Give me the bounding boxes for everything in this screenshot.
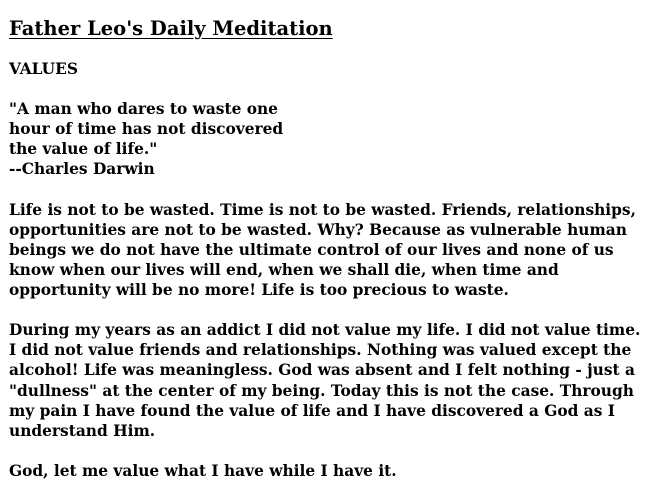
quote-line: the value of life." (9, 140, 158, 159)
section-heading: VALUES (9, 60, 78, 78)
quote-attribution: --Charles Darwin (9, 160, 155, 179)
paragraph-line: Life is not to be wasted. Time is not to be wasted. Friends, relationships, (9, 200, 636, 219)
paragraph-line: I did not value friends and relationships. Nothing was valued except the (9, 341, 632, 360)
body-paragraph-1 (9, 200, 653, 300)
closing-prayer: God, let me value what I have while I have it. (9, 461, 397, 480)
paragraph-line: beings we do not have the ultimate control of our lives and none of us (9, 240, 614, 259)
body-paragraph-2 (9, 320, 653, 441)
quote-line: hour of time has not discovered (9, 120, 284, 139)
paragraph-line: During my years as an addict I did not value my life. I did not value time. (9, 321, 641, 340)
paragraph-line: alcohol! Life was meaningless. God was absent and I felt nothing - just a (9, 361, 635, 380)
paragraph-line: know when our lives will end, when we shall die, when time and (9, 260, 559, 279)
paragraph-line: opportunities are not to be wasted. Why? Because as vulnerable human (9, 220, 627, 239)
paragraph-line: understand Him. (9, 421, 156, 440)
quote-line: "A man who dares to waste one (9, 100, 278, 119)
paragraph-line: opportunity will be no more! Life is too precious to waste. (9, 281, 509, 300)
page-title: Father Leo's Daily Meditation (9, 17, 333, 40)
paragraph-line: my pain I have found the value of life and I have discovered a God as I (9, 401, 615, 420)
quote-block (9, 99, 653, 179)
paragraph-line: "dullness" at the center of my being. Today this is not the case. Through (9, 381, 634, 400)
